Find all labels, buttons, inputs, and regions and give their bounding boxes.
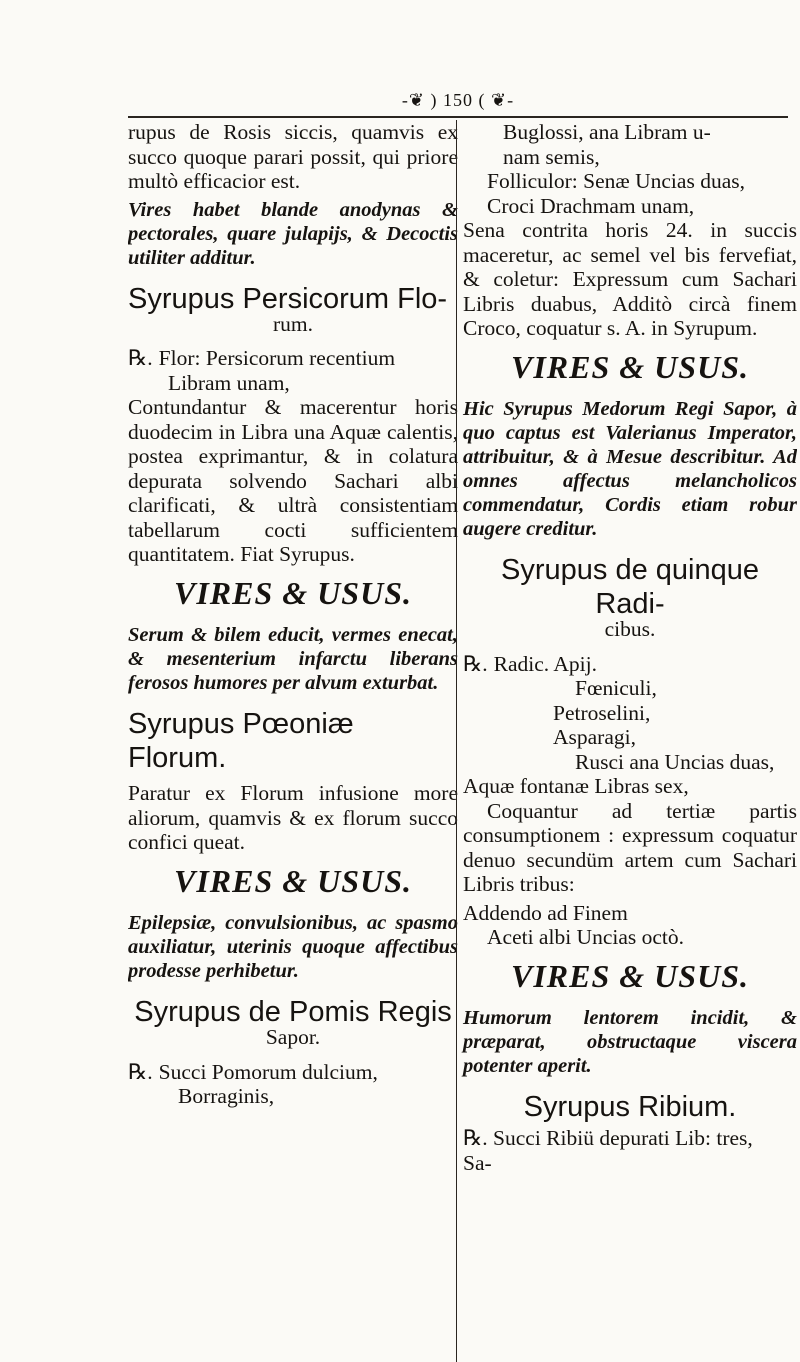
quinque-ingredient: Fœniculi, bbox=[575, 676, 657, 700]
quinque-ingredient: Radic. Apij. bbox=[493, 651, 597, 676]
quinque-addendum: Aceti albi Uncias octò. bbox=[487, 925, 685, 949]
quinque-ingredient: Aquæ fontanæ Libras sex, bbox=[463, 774, 689, 798]
vires-heading: VIRES & USUS. bbox=[511, 348, 749, 385]
quinque-addendum: Addendo ad Finem bbox=[463, 900, 628, 925]
quinque-ingredient: Petroselini, bbox=[553, 700, 651, 725]
cont-line: Buglossi, ana Libram u- bbox=[503, 120, 711, 144]
persicorum-quantity: Libram unam, bbox=[168, 370, 290, 395]
persicorum-title-cont: rum. bbox=[272, 311, 313, 336]
page-header bbox=[128, 86, 788, 118]
pomis-ingredient: Borraginis, bbox=[178, 1084, 275, 1108]
vires-text: Epilepsiæ, convulsionibus, ac spasmo auxiliatur, uterinis quoque affectibus prodesse perhibetur. bbox=[128, 912, 458, 982]
catchword: Sa- bbox=[463, 1150, 492, 1175]
quinque-body: Coquantur ad tertiæ partis consumptionem : expressum coquatur denuo secundüm artem cum Sachari Libris tribus: bbox=[463, 798, 797, 896]
poeoniae-title: Syrupus Pœoniæ Florum. bbox=[128, 708, 354, 774]
vires-heading: VIRES & USUS. bbox=[511, 957, 749, 994]
rx-symbol: ℞. bbox=[128, 346, 153, 370]
quinque-title: Syrupus de quinque Radi- bbox=[501, 554, 759, 620]
cont-body: Sena contrita horis 24. in succis maceretur, ac semel vel bis fervefiat, & coletur: Expressum cum Sachari Libris duabus, Additò circà finem Croco, coquatur s. A. in Syrupum. bbox=[463, 218, 797, 340]
cont-line: Folliculor: Senæ Uncias duas, bbox=[487, 169, 745, 193]
poeoniae-body: Paratur ex Florum infusione more aliorum, quamvis & ex florum succo confici queat. bbox=[128, 781, 458, 854]
cont-line: Croci Drachmam unam, bbox=[487, 193, 695, 218]
vires-text: Hic Syrupus Medorum Regi Sapor, à quo captus est Valerianus Imperator, attribuitur, & à Mesue describitur. Ad omnes affectus melancholicos commendatur, Cordis etiam robur augere creditur. bbox=[463, 398, 797, 540]
vires-text: Humorum lentorem incidit, & præparat, obstructaque viscera potenter aperit. bbox=[463, 1007, 797, 1077]
right-column bbox=[456, 120, 797, 1362]
vires-text: Serum & bilem educit, vermes enecat, & mesenterium infarctu liberans ferosos humores per alvum exturbat. bbox=[128, 624, 458, 694]
quinque-ingredient: Rusci ana Uncias duas, bbox=[575, 749, 775, 774]
quinque-subtitle: cibus. bbox=[604, 617, 656, 641]
rx-symbol: ℞. bbox=[128, 1059, 153, 1084]
pomis-title: Syrupus de Pomis Regis bbox=[134, 996, 452, 1028]
vires-heading: VIRES & USUS. bbox=[174, 862, 412, 899]
vires-heading: VIRES & USUS. bbox=[174, 574, 412, 611]
cont-line: nam semis, bbox=[503, 144, 600, 169]
page-number: -❦ ) 150 ( ❦- bbox=[401, 90, 515, 110]
ribium-ingredient: ℞. Succi Ribiü depurati Lib: tres, bbox=[463, 1126, 753, 1150]
rx-symbol: ℞. bbox=[463, 651, 488, 676]
intro-text: rupus de Rosis siccis, quamvis ex succo quoque parari possit, qui priore multò efficacior est. bbox=[128, 120, 458, 193]
pomis-ingredient: Succi Pomorum dulcium, bbox=[158, 1059, 378, 1084]
left-column bbox=[128, 120, 464, 1362]
quinque-ingredient: Asparagi, bbox=[553, 725, 636, 749]
persicorum-ingredient: Flor: Persicorum recentium bbox=[158, 346, 396, 370]
intro-italic: Vires habet blande anodynas & pectorales, quare julapijs, & Decoctis utiliter additur. bbox=[128, 198, 458, 269]
persicorum-body: Contundantur & macerentur horis duodecim in Libra una Aquæ calentis, postea exprimantur, & in colatura depurata solvendo Sachari albi clarificati, & ultrà consistentiam tabellarum cocti sufficientem quantitatem. Fiat Syrupus. bbox=[128, 395, 458, 566]
pomis-subtitle: Sapor. bbox=[265, 1025, 321, 1049]
persicorum-title: Syrupus Persicorum Flo- bbox=[128, 282, 448, 315]
ribium-title: Syrupus Ribium. bbox=[523, 1091, 737, 1123]
